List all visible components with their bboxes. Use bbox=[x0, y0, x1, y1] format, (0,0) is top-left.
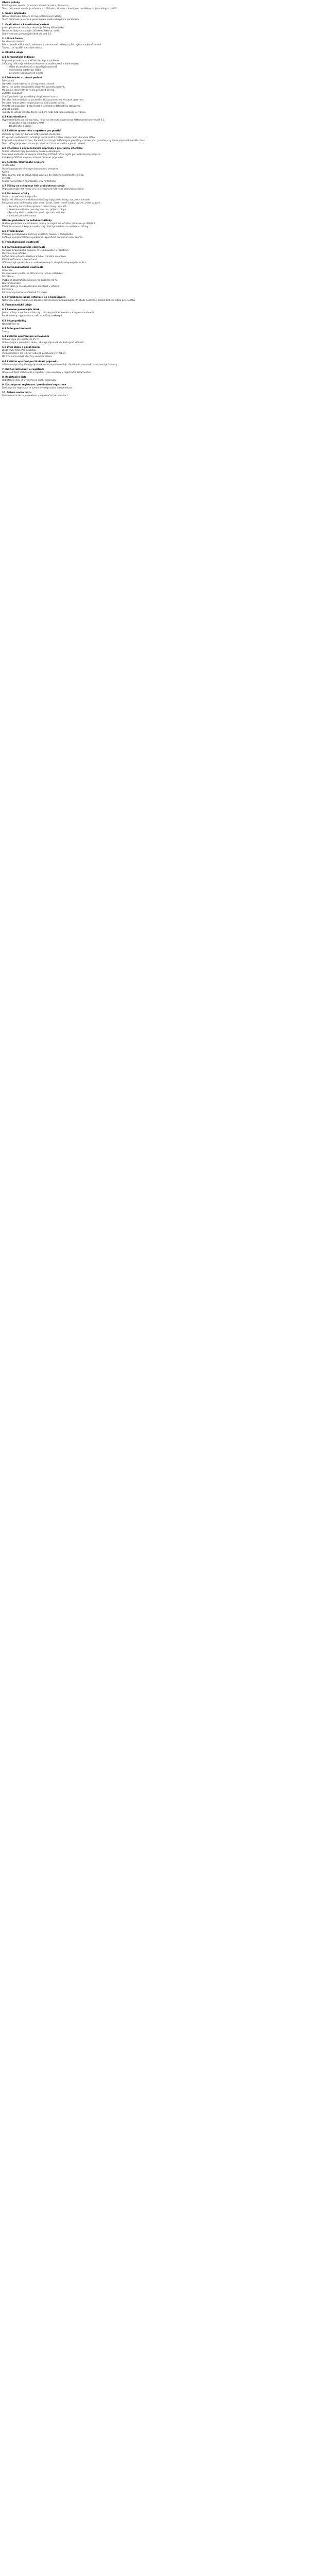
section-line: Farmakoterapeutická skupina: ATC kód uveden v registraci. bbox=[2, 249, 70, 252]
section-line: Starší pacienti: úprava dávky obvykle není nutná. bbox=[2, 95, 59, 98]
bullet-icon: – bbox=[7, 211, 9, 214]
section-line: Těhotenství bbox=[2, 164, 15, 167]
section bbox=[2, 55, 307, 75]
bullet-text: Celkové poruchy: únava bbox=[9, 214, 37, 217]
section-line: Porucha funkce jater: doporučuje se nižší úvodní dávka. bbox=[2, 101, 65, 105]
section-line: Způsob podání bbox=[2, 108, 19, 111]
section-line: Údaje o držiteli rozhodnutí o registraci jsou uvedeny v registrační dokumentaci. bbox=[2, 371, 92, 374]
section-line: Hlášení podezření na nežádoucí účinky po registraci léčivého přípravku je důležité. bbox=[2, 223, 96, 225]
section-line: Bílé až téměř bílé, kulaté, bikonvexní potahované tablety s půlicí rýhou na jedné straně. bbox=[2, 44, 102, 47]
section-line: Velikost balení: 10, 30, 60 nebo 90 potahovaných tablet. bbox=[2, 352, 66, 355]
section bbox=[2, 359, 307, 367]
section-line: Tabletu lze rozdělit na stejné dávky. bbox=[2, 47, 43, 50]
bullet-text: Gastrointestinální poruchy: nauzea, průjem, zácpa bbox=[9, 208, 66, 211]
section bbox=[2, 218, 307, 229]
section-heading: 5. Farmakologické vlastnosti bbox=[2, 241, 39, 244]
section-heading: 6. Farmaceutické údaje bbox=[2, 304, 32, 307]
section-heading: 6.4 Zvláštní opatření pro uchovávání bbox=[2, 335, 49, 338]
document-title: Obsah přílohy bbox=[2, 2, 20, 4]
section-line: Obvyklá úvodní dávka je 10 mg jednou denně. bbox=[2, 83, 55, 86]
section-heading: 4.3 Kontraindikace bbox=[2, 116, 26, 119]
section-heading: 7. Držitel rozhodnutí o registraci bbox=[2, 368, 44, 371]
section-line: Potahovaná tableta. bbox=[2, 41, 25, 44]
section-heading: 3. Léková forma bbox=[2, 37, 23, 40]
section-heading: Hlášení podezření na nežádoucí účinky bbox=[2, 219, 52, 222]
section-line: Přípravek je indikován k léčbě dospělých pacientů. bbox=[2, 59, 60, 62]
section-heading: 6.6 Zvláštní opatření pro likvidaci přípravku bbox=[2, 360, 59, 363]
section-line: Léčba je symptomatická a podpůrná. Specifické antidotum není známo. bbox=[2, 236, 83, 240]
section bbox=[2, 302, 307, 307]
section-heading: 1. Název přípravku bbox=[2, 12, 26, 15]
section bbox=[2, 36, 307, 50]
section-heading: 6.5 Druh obalu a obsah balení bbox=[2, 346, 41, 349]
section-line: Souhrn bezpečnostního profilu bbox=[2, 196, 37, 199]
bullet-icon: – bbox=[7, 214, 9, 217]
section-heading: 6.3 Doba použitelnosti bbox=[2, 327, 31, 330]
section-line: Eliminační poločas je přibližně 12 hodin. bbox=[2, 291, 48, 294]
section-line: Účinnost byla prokázána v randomizovaných, dvojitě zaslepených studiích. bbox=[2, 262, 87, 265]
section-line: Zvláštní populace bbox=[2, 92, 22, 95]
section-line: Uchovávejte při teplotě do 25 °C. bbox=[2, 338, 40, 341]
section bbox=[2, 191, 307, 218]
section bbox=[2, 128, 307, 145]
section-heading: 4.2 Dávkování a způsob podání bbox=[2, 76, 42, 79]
section-line: Jádro tablety: monohydrát laktosy, mikrokrystalická celulosa, magnesium-stearát. bbox=[2, 312, 95, 315]
bullet-text: Poruchy kůže a podkožní tkáně: vyrážka, svědění bbox=[9, 211, 65, 214]
bullet-icon: – bbox=[7, 122, 9, 125]
section-line: Přípravek obsahuje laktosu. Pacienti se vzácnými dědičnými problémy s intolerancí galaktosy by tento přípravek neměli užívat. bbox=[2, 139, 146, 142]
section-line: Klinická účinnost a bezpečnost bbox=[2, 258, 37, 261]
section bbox=[2, 11, 307, 22]
section-line: Datum revize textu je uvedeno v registrační dokumentaci. bbox=[2, 395, 68, 398]
section-heading: 4.4 Zvláštní upozornění a opatření pro použití bbox=[2, 130, 61, 133]
section bbox=[2, 390, 307, 398]
bullet-icon: – bbox=[7, 65, 9, 69]
document-body bbox=[2, 2, 307, 398]
section-line: Dávkování bbox=[2, 80, 14, 83]
section-heading: 5.1 Farmakodynamické vlastnosti bbox=[2, 246, 45, 249]
section bbox=[2, 160, 307, 183]
bullet-text: prevence opakovaných epizod bbox=[9, 72, 44, 75]
section-line: Po perorálním podání se léčivá látka rychle vstřebává. bbox=[2, 273, 64, 276]
section-line: Léčivá látka působí selektivní inhibicí cílového receptoru. bbox=[2, 255, 67, 258]
section-line: Porucha funkce ledvin: u pacientů s těžkou poruchou je nutná opatrnost. bbox=[2, 98, 84, 101]
section-heading: 5.2 Farmakokinetické vlastnosti bbox=[2, 266, 43, 269]
section bbox=[2, 146, 307, 160]
section-line: Nejčastěji hlášenými nežádoucími účinky byly bolest hlavy, nauzea a závratě. bbox=[2, 199, 91, 202]
section-heading: 4.7 Účinky na schopnost řídit a obsluhovat stroje bbox=[2, 184, 65, 188]
section-line: Blistr (PVC/PVDC/Al), krabička. bbox=[2, 349, 37, 352]
section-line: Eliminace bbox=[2, 288, 13, 291]
section-line: Na trhu nemusí být všechny velikosti balení. bbox=[2, 355, 53, 359]
bullet-text: těhotenství a kojení bbox=[9, 125, 31, 128]
section-line: 3 roky. bbox=[2, 330, 10, 333]
section-line: Maximální denní dávka nemá překročit 20 mg. bbox=[2, 89, 55, 92]
section-line: Jedna potahovaná tableta obsahuje 10 mg léčivé látky. bbox=[2, 26, 64, 29]
section-heading: 10. Datum revize textu bbox=[2, 392, 31, 395]
section-line: Název přípravku: tablety 10 mg, potahované tablety. bbox=[2, 15, 62, 19]
section bbox=[2, 22, 307, 36]
bullet-text: Poruchy nervového systému: bolest hlavy, závratě bbox=[9, 205, 66, 208]
section bbox=[2, 245, 307, 265]
section-line: Tento přípravek je určen k perorálnímu podání dospělým pacientům. bbox=[2, 19, 80, 22]
section-line: Neklinické údaje získané na základě konvenčních farmakologických studií neodhalily žádné zvláštní riziko pro člověka. bbox=[2, 299, 136, 302]
section bbox=[2, 334, 307, 345]
section-heading: 6.2 Inkompatibility bbox=[2, 319, 26, 323]
section bbox=[2, 265, 307, 295]
section bbox=[2, 295, 307, 302]
section-line: Induktory CYP3A4 mohou snižovat účinnost přípravku. bbox=[2, 157, 64, 160]
section-line: Údaje o podávání těhotným ženám jsou omezené. bbox=[2, 167, 59, 171]
section-line: Pomocné látky se známým účinkem: laktosa, sodík. bbox=[2, 29, 61, 32]
section bbox=[2, 318, 307, 326]
intro-line: Příloha je bez obsahu (souhrnná charakteristika přípravku). bbox=[2, 5, 70, 8]
section-heading: 5.3 Předklinické údaje vztahující se k bezpečnosti bbox=[2, 296, 66, 299]
section bbox=[2, 382, 307, 390]
section-line: Absorpce bbox=[2, 269, 13, 273]
section-line: Úplný seznam pomocných látek viz bod 6.1. bbox=[2, 32, 53, 36]
bullet-icon: – bbox=[7, 69, 9, 72]
section-line: Léčivá látka je metabolizována převážně v játrech. bbox=[2, 285, 60, 288]
section-line: Datum první registrace je uvedeno v registrační dokumentaci. bbox=[2, 387, 73, 390]
section-heading: 2. Kvalitativní a kvantitativní složení bbox=[2, 23, 49, 26]
bullet-text: současná léčba inhibitory MAO bbox=[9, 122, 44, 125]
section-heading: 4. Klinické údaje bbox=[2, 52, 23, 55]
section-line: Pediatrická populace: bezpečnost a účinnost u dětí nebyla stanovena. bbox=[2, 105, 81, 108]
section-line: Tento léčivý přípravek obsahuje méně než 1 mmol sodíku v jedné tabletě. bbox=[2, 142, 86, 145]
section-line: Registrační číslo je uvedeno na obalu přípravku. bbox=[2, 379, 57, 382]
document-intro bbox=[2, 5, 307, 11]
section-line: Vazba na plazmatické bílkoviny je přibližně 95 %. bbox=[2, 279, 58, 282]
section-line: Biotransformace bbox=[2, 282, 21, 285]
section bbox=[2, 345, 307, 359]
section-line: Tablety se užívají jednou denně s jídlem nebo bez jídla a zapíjejí se vodou. bbox=[2, 111, 87, 114]
section-line: Léčba by měla být zahájena lékařem se zkušenostmi v dané oblasti. bbox=[2, 62, 79, 65]
bullet-text: dlouhodobá udržovací léčba bbox=[9, 69, 41, 72]
section-heading: 6.1 Seznam pomocných látek bbox=[2, 309, 40, 312]
section-line: Není známo, zda se léčivá látka vylučuje do lidského mateřského mléka. bbox=[2, 174, 84, 177]
section bbox=[2, 114, 307, 128]
section bbox=[2, 229, 307, 240]
section bbox=[2, 307, 307, 318]
section-heading: 4.5 Interakce s jinými léčivými přípravky a jiné formy interakce bbox=[2, 147, 83, 150]
bullet-icon: – bbox=[7, 208, 9, 211]
section-heading: 9. Datum první registrace / prodloužení registrace bbox=[2, 384, 66, 387]
section-line: Současné podávání se silnými inhibitory CYP3A4 může zvýšit plazmatické koncentrace. bbox=[2, 154, 101, 157]
section-line: Neuplatňuje se. bbox=[2, 323, 20, 326]
section-line: Při výskytu nežádoucích účinků je nutné zvážit snížení dávky nebo ukončení léčby. bbox=[2, 136, 95, 139]
bullet-icon: – bbox=[7, 125, 9, 128]
bullet-text: léčba akutních stavů u dospělých pacientů bbox=[9, 65, 58, 69]
section-heading: 4.6 Fertilita, těhotenství a kojení bbox=[2, 161, 44, 164]
section-heading: 4.9 Předávkování bbox=[2, 230, 24, 233]
section-line: Kojení bbox=[2, 171, 9, 174]
section-heading: 4.8 Nežádoucí účinky bbox=[2, 193, 29, 196]
section bbox=[2, 240, 307, 244]
section bbox=[2, 367, 307, 375]
section bbox=[2, 75, 307, 114]
section-line: Žádáme zdravotnické pracovníky, aby hlásili podezření na nežádoucí účinky. bbox=[2, 226, 89, 229]
section-line: Pacienti by měli být během léčby pečlivě sledováni. bbox=[2, 133, 61, 136]
section-line: Mechanismus účinku bbox=[2, 252, 26, 255]
section bbox=[2, 375, 307, 382]
section-line: Hypersenzitivita na léčivou látku nebo na kteroukoli pomocnou látku uvedenou v bodě 6.1. bbox=[2, 119, 106, 122]
section-line: Fertilita bbox=[2, 177, 11, 180]
document-sections bbox=[2, 11, 307, 398]
section-line: Příznaky předávkování zahrnují ospalost, nauzeu a tachykardii. bbox=[2, 233, 74, 236]
section-line: Všechen nepoužitý léčivý přípravek nebo odpad musí být zlikvidován v souladu s místními požadavky. bbox=[2, 363, 118, 366]
section-line: Studie interakcí byly provedeny pouze u dospělých. bbox=[2, 150, 61, 154]
section-heading: 8. Registrační číslo bbox=[2, 376, 27, 379]
section-line: Frekvence jsou definovány jako: velmi časté, časté, méně časté, vzácné, velmi vzácné. bbox=[2, 202, 101, 205]
section bbox=[2, 183, 307, 191]
bullet-icon: – bbox=[7, 72, 9, 75]
section-line: Potah tablety: hypromelosa, oxid titaničitý, makrogol. bbox=[2, 315, 63, 318]
bullet-icon: – bbox=[7, 205, 9, 208]
section-line: Uchovávejte v původním obalu, aby byl přípravek chráněn před vlhkostí. bbox=[2, 342, 84, 345]
section-line: Studie na zvířatech neprokázaly vliv na fertilitu. bbox=[2, 180, 57, 183]
section bbox=[2, 326, 307, 334]
section-line: Distribuce bbox=[2, 276, 14, 279]
intro-line: Tento dokument obsahuje informace o léčivém přípravku, které jsou rozděleny do jednotlivých oddílů. bbox=[2, 8, 117, 11]
section-line: Dávku lze podle individuální odpovědi pacienta upravit. bbox=[2, 86, 65, 89]
section-line: Přípravek může mít mírný vliv na schopnost řídit nebo obsluhovat stroje. bbox=[2, 188, 84, 191]
section-heading: 4.1 Terapeutické indikace bbox=[2, 56, 35, 59]
section bbox=[2, 50, 307, 55]
